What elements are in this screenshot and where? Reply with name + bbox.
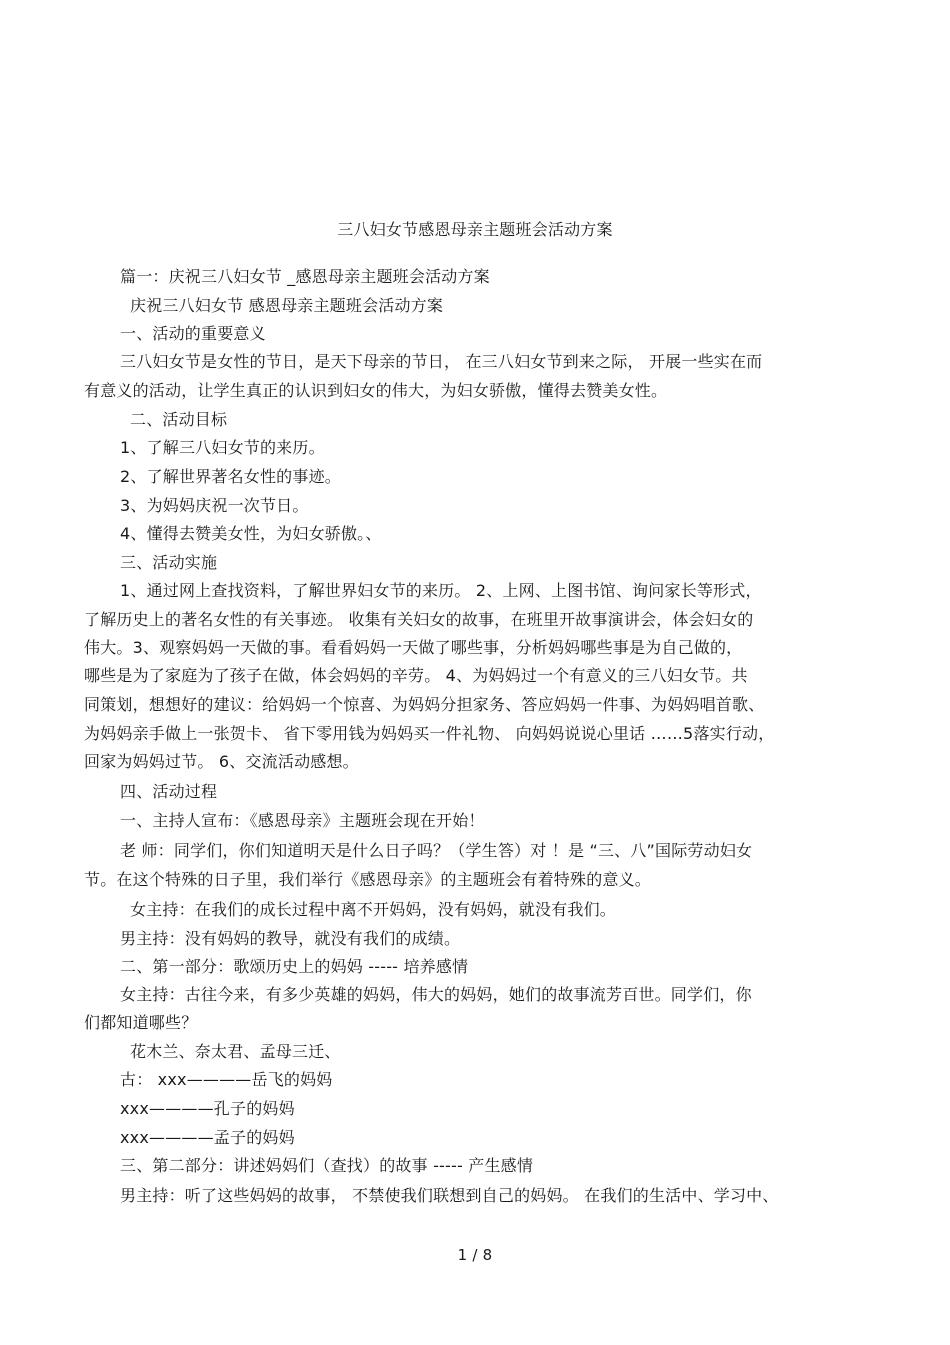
paragraph-line: 女主持：在我们的成长过程中离不开妈妈，没有妈妈，就没有我们。 bbox=[130, 900, 617, 919]
paragraph-line: xxx————孟子的妈妈 bbox=[120, 1128, 295, 1147]
paragraph-line: 庆祝三八妇女节 感恩母亲主题班会活动方案 bbox=[130, 296, 444, 315]
paragraph-line: 女主持：古往今来，有多少英雄的妈妈，伟大的妈妈，她们的故事流芳百世。同学们，你 bbox=[120, 985, 752, 1004]
paragraph-line: 同策划，想想好的建议：给妈妈一个惊喜、为妈妈分担家务、答应妈妈一件事、为妈妈唱首歌、 bbox=[84, 695, 765, 714]
paragraph-line: 男主持：没有妈妈的教导，就没有我们的成绩。 bbox=[120, 929, 461, 948]
paragraph-line: 古： xxx————岳飞的妈妈 bbox=[120, 1070, 333, 1089]
paragraph-line: 三、活动实施 bbox=[120, 553, 218, 572]
paragraph-line: 四、活动过程 bbox=[120, 782, 218, 801]
paragraph-line: 三、第二部分：讲述妈妈们（查找）的故事 ----- 产生感情 bbox=[120, 1156, 534, 1175]
paragraph-line: 为妈妈亲手做上一张贺卡、 省下零用钱为妈妈买一件礼物、 向妈妈说说心里话 ……5落实行动， bbox=[84, 724, 775, 743]
paragraph-line: 男主持：听了这些妈妈的故事， 不禁使我们联想到自己的妈妈。 在我们的生活中、学习中、 bbox=[120, 1186, 779, 1205]
paragraph-line: 伟大。3、观察妈妈一天做的事。看看妈妈一天做了哪些事，分析妈妈哪些事是为自己做的， bbox=[84, 638, 743, 657]
document-title: 三八妇女节感恩母亲主题班会活动方案 bbox=[337, 220, 613, 239]
paragraph-line: 有意义的活动，让学生真正的认识到妇女的伟大，为妇女骄傲，懂得去赞美女性。 bbox=[84, 381, 668, 400]
paragraph-line: 三八妇女节是女性的节日，是天下母亲的节日， 在三八妇女节到来之际， 开展一些实在而 bbox=[120, 352, 763, 371]
paragraph-line: 老 师：同学们，你们知道明天是什么日子吗？（学生答）对 ！是 “三、八”国际劳动妇女 bbox=[120, 841, 753, 860]
page-number: 1 / 8 bbox=[457, 1246, 493, 1264]
paragraph-line: xxx————孔子的妈妈 bbox=[120, 1099, 295, 1118]
paragraph-line: 一、活动的重要意义 bbox=[120, 324, 266, 343]
paragraph-line: 3、为妈妈庆祝一次节日。 bbox=[120, 496, 309, 515]
paragraph-line: 一、主持人宣布：《感恩母亲》主题班会现在开始！ bbox=[120, 811, 485, 830]
paragraph-line: 1、通过网上查找资料，了解世界妇女节的来历。 2、上网、上图书馆、询问家长等形式， bbox=[120, 581, 762, 600]
paragraph-line: 了解历史上的著名女性的有关事迹。 收集有关妇女的故事，在班里开故事演讲会，体会妇女的 bbox=[84, 610, 754, 629]
paragraph-line: 们都知道哪些？ bbox=[84, 1013, 198, 1032]
paragraph-line: 1、了解三八妇女节的来历。 bbox=[120, 438, 325, 457]
paragraph-line: 二、活动目标 bbox=[130, 410, 228, 429]
paragraph-line: 篇一：庆祝三八妇女节 _感恩母亲主题班会活动方案 bbox=[120, 267, 490, 286]
paragraph-line: 2、了解世界著名女性的事迹。 bbox=[120, 467, 341, 486]
paragraph-line: 花木兰、奈太君、孟母三迁、 bbox=[130, 1042, 341, 1061]
paragraph-line: 二、第一部分：歌颂历史上的妈妈 ----- 培养感情 bbox=[120, 957, 469, 976]
paragraph-line: 哪些是为了家庭为了孩子在做，体会妈妈的辛劳。 4、为妈妈过一个有意义的三八妇女节。共 bbox=[84, 666, 748, 685]
paragraph-line: 4、懂得去赞美女性，为妇女骄傲。、 bbox=[120, 524, 382, 543]
paragraph-line: 节。在这个特殊的日子里，我们举行《感恩母亲》的主题班会有着特殊的意义。 bbox=[84, 870, 652, 889]
paragraph-line: 回家为妈妈过节。 6、交流活动感想。 bbox=[84, 752, 359, 771]
